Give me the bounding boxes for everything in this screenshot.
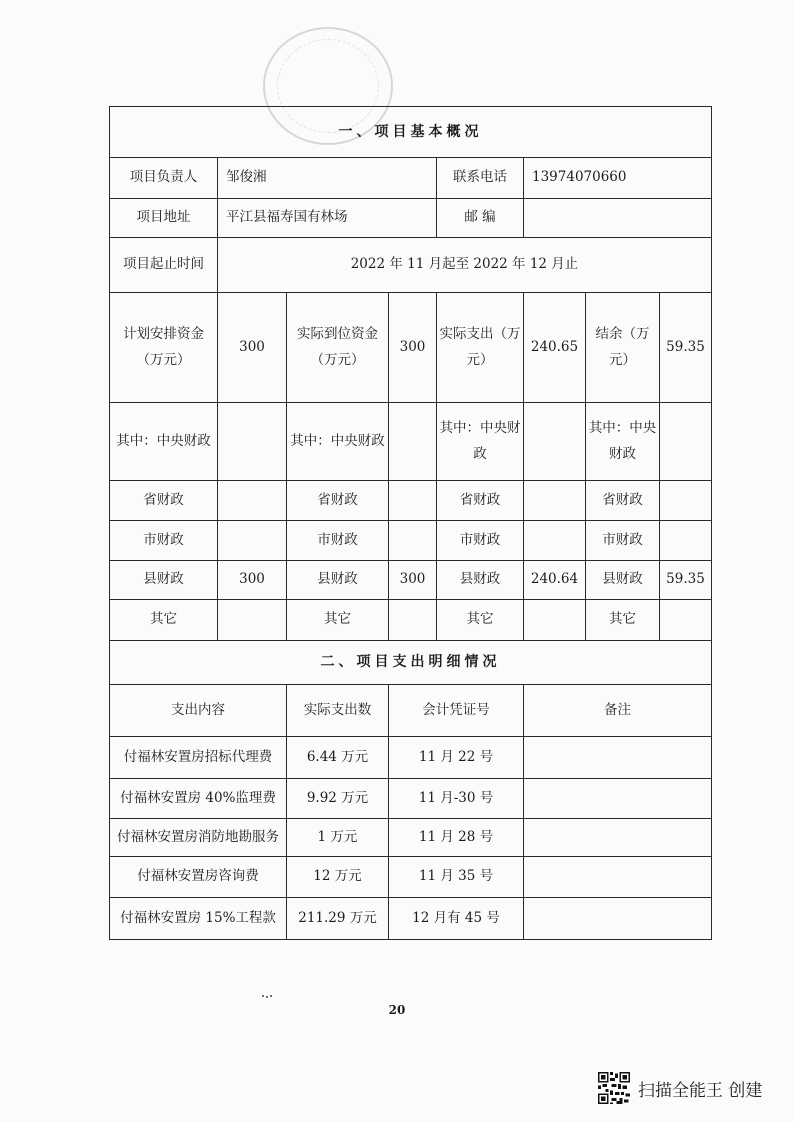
breakdown-label: 省财政 [437, 481, 524, 521]
expense-note [524, 898, 712, 940]
scanner-watermark-text: 扫描全能王 创建 [638, 1080, 763, 1101]
scan-speck [262, 994, 274, 998]
breakdown-value [524, 481, 586, 521]
breakdown-label: 市财政 [586, 521, 660, 561]
breakdown-label: 省财政 [586, 481, 660, 521]
balance-label: 结余（万元） [586, 293, 660, 403]
breakdown-label: 其它 [586, 600, 660, 641]
breakdown-value: 300 [389, 561, 437, 600]
expense-voucher: 11 月 28 号 [389, 819, 524, 857]
table-row [110, 857, 712, 898]
breakdown-value [524, 521, 586, 561]
breakdown-row [110, 600, 712, 641]
expense-content: 付福林安置房招标代理费 [110, 737, 287, 779]
breakdown-value [524, 600, 586, 641]
leader-value: 邹俊湘 [218, 158, 437, 199]
address-value: 平江县福寿国有林场 [218, 199, 437, 238]
breakdown-value [389, 481, 437, 521]
expense-note [524, 737, 712, 779]
leader-label: 项目负责人 [110, 158, 218, 199]
expense-voucher: 11 月-30 号 [389, 779, 524, 819]
breakdown-value [218, 521, 287, 561]
breakdown-value: 240.64 [524, 561, 586, 600]
section1-title: 一、项目基本概况 [110, 107, 712, 158]
expense-header-amount: 实际支出数 [287, 685, 389, 737]
expense-content: 付福林安置房消防地勘服务 [110, 819, 287, 857]
breakdown-label: 市财政 [437, 521, 524, 561]
expense-voucher: 11 月 22 号 [389, 737, 524, 779]
expense-header-row [110, 685, 712, 737]
expense-content: 付福林安置房 40%监理费 [110, 779, 287, 819]
section2-title: 二、项目支出明细情况 [110, 641, 712, 685]
period-label: 项目起止时间 [110, 238, 218, 293]
breakdown-label: 县财政 [586, 561, 660, 600]
expense-header-content: 支出内容 [110, 685, 287, 737]
table-row [110, 779, 712, 819]
breakdown-value [218, 600, 287, 641]
expense-header-note: 备注 [524, 685, 712, 737]
scanner-watermark [598, 1071, 762, 1105]
table-row [110, 819, 712, 857]
breakdown-label: 其它 [110, 600, 218, 641]
breakdown-label: 其它 [287, 600, 389, 641]
breakdown-label: 其它 [437, 600, 524, 641]
breakdown-label: 其中：中央财政 [437, 403, 524, 481]
address-label: 项目地址 [110, 199, 218, 238]
breakdown-label: 市财政 [110, 521, 218, 561]
expense-content: 付福林安置房咨询费 [110, 857, 287, 898]
expense-content: 付福林安置房 15%工程款 [110, 898, 287, 940]
project-table [109, 106, 712, 940]
breakdown-label: 其中：中央财政 [287, 403, 389, 481]
breakdown-value [660, 481, 712, 521]
breakdown-value [389, 403, 437, 481]
breakdown-label: 省财政 [287, 481, 389, 521]
postcode-value [524, 199, 712, 238]
received-funds-value: 300 [389, 293, 437, 403]
received-funds-label: 实际到位资金（万元） [287, 293, 389, 403]
planned-funds-label: 计划安排资金（万元） [110, 293, 218, 403]
breakdown-value [660, 521, 712, 561]
breakdown-value [218, 481, 287, 521]
expense-header-voucher: 会计凭证号 [389, 685, 524, 737]
period-value: 2022 年 11 月起至 2022 年 12 月止 [218, 238, 712, 293]
expense-amount: 1 万元 [287, 819, 389, 857]
spent-funds-label: 实际支出（万元） [437, 293, 524, 403]
breakdown-label: 县财政 [287, 561, 389, 600]
phone-value: 13974070660 [524, 158, 712, 199]
balance-value: 59.35 [660, 293, 712, 403]
expense-amount: 6.44 万元 [287, 737, 389, 779]
breakdown-label: 其中：中央财政 [586, 403, 660, 481]
table-row [110, 737, 712, 779]
expense-voucher: 11 月 35 号 [389, 857, 524, 898]
breakdown-label: 县财政 [437, 561, 524, 600]
breakdown-row [110, 521, 712, 561]
planned-funds-value: 300 [218, 293, 287, 403]
table-row [110, 898, 712, 940]
postcode-label: 邮 编 [437, 199, 524, 238]
breakdown-label: 市财政 [287, 521, 389, 561]
breakdown-value [218, 403, 287, 481]
breakdown-value [524, 403, 586, 481]
phone-label: 联系电话 [437, 158, 524, 199]
breakdown-row [110, 561, 712, 600]
expense-note [524, 857, 712, 898]
breakdown-value: 59.35 [660, 561, 712, 600]
breakdown-label: 其中：中央财政 [110, 403, 218, 481]
breakdown-label: 省财政 [110, 481, 218, 521]
spent-funds-value: 240.65 [524, 293, 586, 403]
breakdown-value [389, 600, 437, 641]
expense-note [524, 819, 712, 857]
expense-amount: 12 万元 [287, 857, 389, 898]
breakdown-value: 300 [218, 561, 287, 600]
expense-amount: 9.92 万元 [287, 779, 389, 819]
breakdown-row [110, 403, 712, 481]
qr-code-icon [598, 1072, 630, 1104]
expense-voucher: 12 月有 45 号 [389, 898, 524, 940]
breakdown-value [660, 403, 712, 481]
breakdown-value [389, 521, 437, 561]
breakdown-label: 县财政 [110, 561, 218, 600]
breakdown-value [660, 600, 712, 641]
breakdown-row [110, 481, 712, 521]
expense-note [524, 779, 712, 819]
expense-amount: 211.29 万元 [287, 898, 389, 940]
page-number: 20 [388, 1003, 406, 1017]
